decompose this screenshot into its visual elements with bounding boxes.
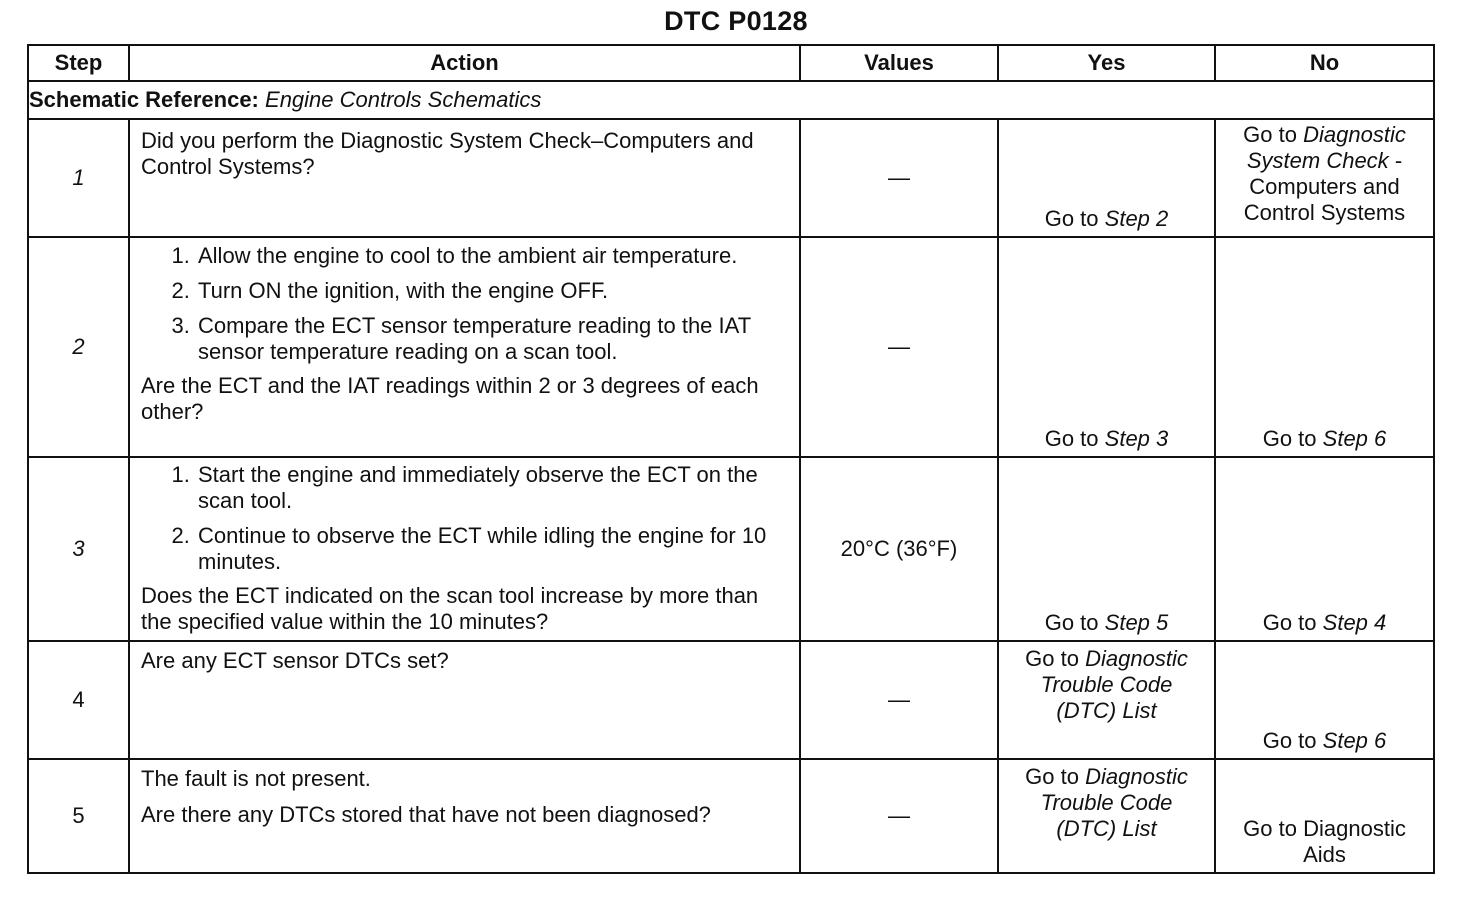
values-cell: [800, 457, 998, 641]
no-link[interactable]: Diagnostic System Check: [1246, 122, 1406, 173]
table-row: [28, 119, 1434, 237]
step-number: 5: [28, 759, 129, 873]
action-steps: [141, 243, 789, 365]
yes-prefix: Go to: [1044, 610, 1099, 635]
header-yes: Yes: [998, 45, 1215, 81]
no-link[interactable]: Step 4: [1322, 610, 1387, 635]
no-value-dash: —: [888, 165, 910, 190]
yes-prefix: Go to: [1044, 206, 1099, 231]
no-cell: [1215, 119, 1434, 237]
no-value-dash: —: [888, 803, 910, 828]
action-steps: [141, 462, 789, 575]
header-no: No: [1215, 45, 1434, 81]
header-step: Step: [28, 45, 129, 81]
values-cell: [800, 237, 998, 457]
yes-prefix: Go to: [1025, 764, 1079, 789]
action-question: Are any ECT sensor DTCs set?: [141, 648, 449, 673]
table-row: [28, 237, 1434, 457]
step-number: 1: [28, 119, 129, 237]
action-step: 2. Continue to observe the ECT while idling the engine for 10 minutes.: [196, 523, 789, 575]
no-prefix: Go to: [1262, 610, 1317, 635]
step-number: 3: [28, 457, 129, 641]
no-prefix: Go to: [1262, 426, 1317, 451]
action-step: 1. Start the engine and immediately observe the ECT on the scan tool.: [196, 462, 789, 514]
action-question: Are there any DTCs stored that have not been diagnosed?: [141, 802, 711, 827]
no-cell: [1215, 641, 1434, 759]
yes-cell: [998, 759, 1215, 873]
header-row: [28, 45, 1434, 81]
action-step: 3. Compare the ECT sensor temperature reading to the IAT sensor temperature reading on a scan tool.: [196, 313, 789, 365]
action-cell: [129, 119, 800, 237]
action-cell: [129, 641, 800, 759]
values-cell: [800, 641, 998, 759]
action-cell: [129, 759, 800, 873]
yes-link[interactable]: Step 3: [1104, 426, 1169, 451]
no-cell: [1215, 457, 1434, 641]
no-prefix: Go to: [1262, 728, 1317, 753]
header-values: Values: [800, 45, 998, 81]
schematic-reference-link[interactable]: Engine Controls Schematics: [265, 87, 542, 112]
action-question: Does the ECT indicated on the scan tool increase by more than the specified value within the 10 minutes?: [141, 583, 759, 634]
action-cell: [129, 237, 800, 457]
yes-link[interactable]: Step 5: [1104, 610, 1169, 635]
no-link[interactable]: Step 6: [1322, 426, 1387, 451]
no-prefix: Go to: [1243, 122, 1297, 147]
no-link[interactable]: Step 6: [1322, 728, 1387, 753]
no-cell: [1215, 237, 1434, 457]
no-suffix: - Computers and Control Systems: [1243, 148, 1406, 225]
action-cell: [129, 457, 800, 641]
yes-cell: [998, 237, 1215, 457]
yes-prefix: Go to: [1025, 646, 1079, 671]
action-question: Are the ECT and the IAT readings within 2 or 3 degrees of each other?: [141, 373, 759, 424]
step-number: 2: [28, 237, 129, 457]
yes-cell: [998, 641, 1215, 759]
no-prefix: Go to: [1243, 816, 1297, 841]
action-step: 2. Turn ON the ignition, with the engine OFF.: [196, 278, 789, 304]
table-row: [28, 457, 1434, 641]
no-value-dash: —: [888, 687, 910, 712]
step-number: 4: [28, 641, 129, 759]
table-row: [28, 759, 1434, 873]
no-cell: [1215, 759, 1434, 873]
values-cell: [800, 759, 998, 873]
schematic-reference: [28, 81, 1434, 119]
schematic-reference-row: [28, 81, 1434, 119]
values-cell: [800, 119, 998, 237]
yes-link[interactable]: Diagnostic Trouble Code (DTC) List: [1040, 764, 1188, 841]
action-question: Did you perform the Diagnostic System Check–Computers and Control Systems?: [141, 128, 754, 179]
yes-cell: [998, 119, 1215, 237]
action-note: The fault is not present.: [141, 766, 371, 791]
yes-prefix: Go to: [1044, 426, 1099, 451]
document-title: DTC P0128: [664, 6, 808, 36]
specified-value: 20°C (36°F): [840, 536, 958, 561]
yes-cell: [998, 457, 1215, 641]
diagnostic-table: [27, 44, 1435, 874]
table-row: [28, 641, 1434, 759]
no-link[interactable]: Diagnostic Aids: [1303, 816, 1406, 867]
yes-link[interactable]: Diagnostic Trouble Code (DTC) List: [1040, 646, 1188, 723]
schematic-reference-label: Schematic Reference:: [29, 87, 259, 112]
action-step: 1. Allow the engine to cool to the ambient air temperature.: [196, 243, 789, 269]
header-action: Action: [129, 45, 800, 81]
no-value-dash: —: [888, 334, 910, 359]
yes-link[interactable]: Step 2: [1104, 206, 1169, 231]
